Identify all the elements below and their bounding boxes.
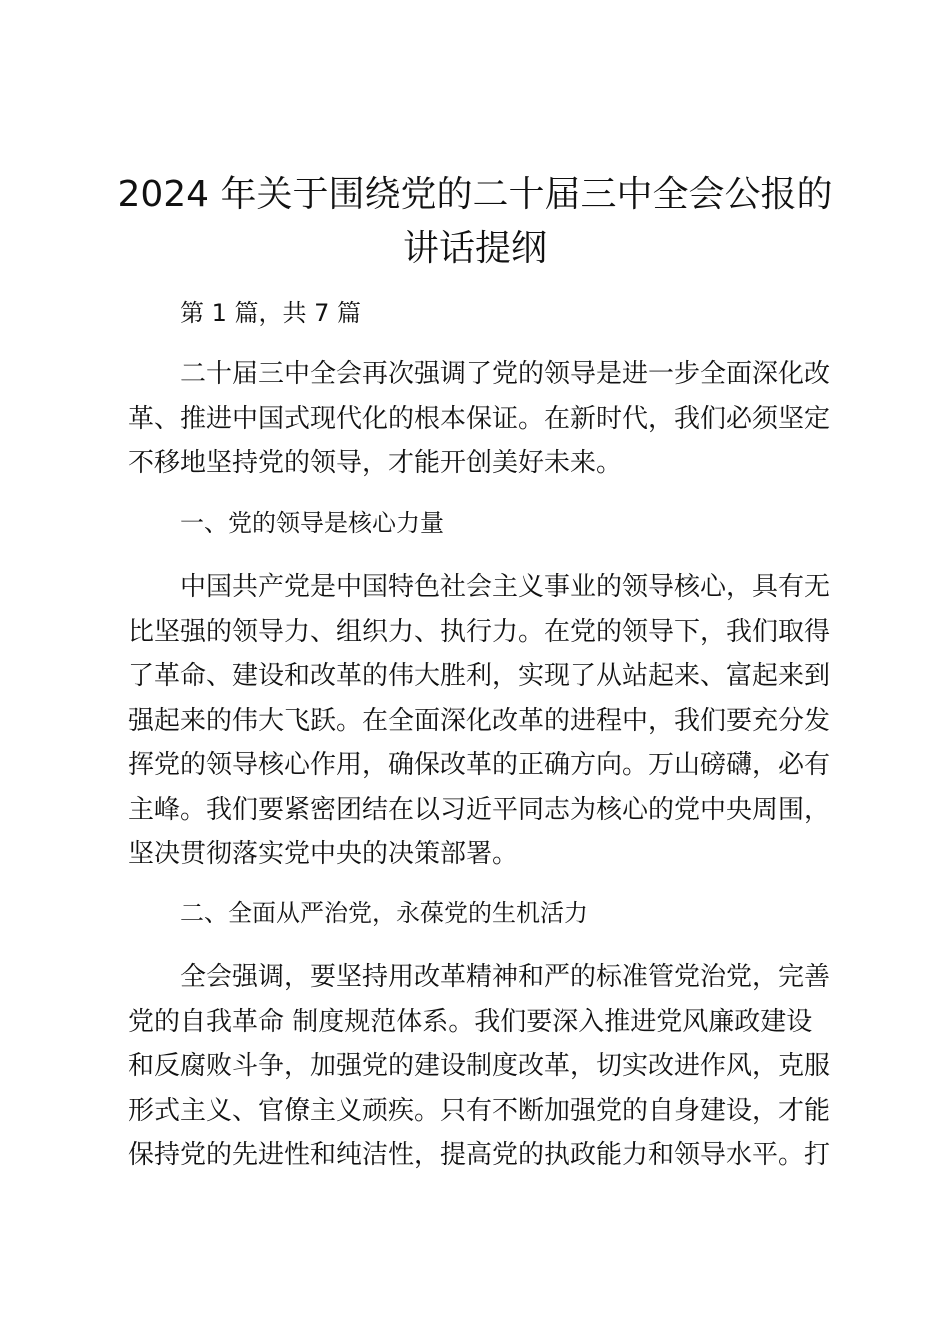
- paragraph-line: 保持党的先进性和纯洁性，提高党的执政能力和领导水平。打: [128, 1140, 831, 1170]
- paragraph-line: 革、推进中国式现代化的根本保证。在新时代，我们必须坚定: [128, 403, 831, 434]
- intro-paragraph: [128, 352, 834, 486]
- paragraph-line: 不移地坚持党的领导，才能开创美好未来。: [128, 448, 623, 478]
- paragraph-line: 中国共产党是中国特色社会主义事业的领导核心，具有无: [180, 572, 831, 602]
- paragraph-line: 主峰。我们要紧密团结在以习近平同志为核心的党中央周围，: [128, 794, 831, 825]
- section-2-paragraph: [128, 955, 834, 1178]
- section-heading-2: 二、全面从严治党，永葆党的生机活力: [180, 899, 588, 927]
- section-1-paragraph: [128, 565, 834, 877]
- paragraph-line: 党的自我革命 制度规范体系。我们要深入推进党风廉政建设: [128, 1006, 813, 1037]
- section-heading-1: 一、党的领导是核心力量: [180, 509, 444, 537]
- article-count-subhead: 第 1 篇，共 7 篇: [180, 299, 362, 327]
- paragraph-line: 形式主义、官僚主义顽疾。只有不断加强党的自身建设，才能: [128, 1095, 831, 1126]
- paragraph-line: 全会强调，要坚持用改革精神和严的标准管党治党，完善: [180, 962, 831, 992]
- paragraph-line: 强起来的伟大飞跃。在全面深化改革的进程中，我们要充分发: [128, 705, 831, 736]
- paragraph-line: 坚决贯彻落实党中央的决策部署。: [128, 839, 519, 869]
- paragraph-line: 挥党的领导核心作用，确保改革的正确方向。万山磅礴，必有: [128, 750, 831, 780]
- title-line-2: 讲话提纲: [402, 228, 547, 269]
- paragraph-line: 和反腐败斗争，加强党的建设制度改革，切实改进作风，克服: [128, 1051, 831, 1081]
- document-title: [100, 168, 850, 276]
- paragraph-line: 了革命、建设和改革的伟大胜利，实现了从站起来、富起来到: [128, 661, 831, 691]
- paragraph-line: 二十届三中全会再次强调了党的领导是进一步全面深化改: [180, 359, 831, 389]
- title-line-1: 2024 年关于围绕党的二十届三中全会公报的: [117, 174, 833, 215]
- paragraph-line: 比坚强的领导力、组织力、执行力。在党的领导下，我们取得: [128, 616, 831, 647]
